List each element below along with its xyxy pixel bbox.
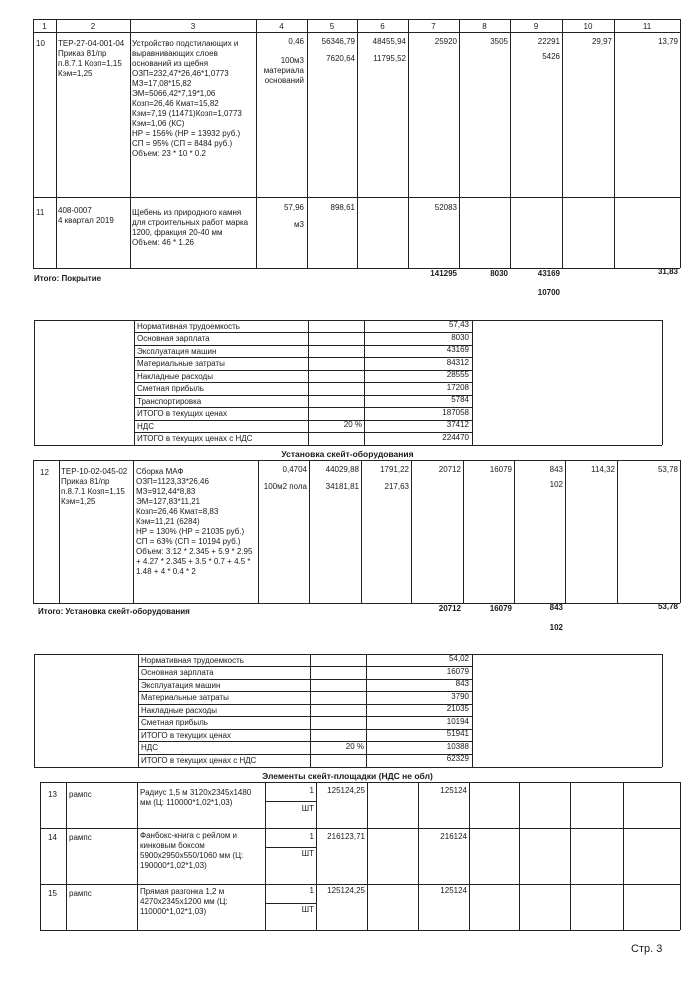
item-col10: 114,32 (591, 465, 615, 474)
item-col10: 29,97 (591, 37, 612, 46)
item-description: Сборка МАФ ОЗП=1123,33*26,46 МЗ=912,44*8,83 ЭМ=127,83*11,21 Козп=26,46 Кмат=8,83 Кэм=11,21 (6284) НР = 130% (НР = 21035 руб.) СП = 63% (СП = 10194 руб.) Объем: 3.12 * 2.345 + 5.9 * 2.95 + 4.27 * 2.345 + 3.5 * 0.7 + 4.5 * 1.48 + 4 * 0.4 * 2 (136, 467, 253, 576)
item-col8: 16079 (489, 465, 512, 474)
subtotal-col7: 20712 (438, 604, 461, 613)
item-unit-price: 898,61 (330, 203, 355, 212)
item-unit-price: 125124,25 (327, 786, 365, 795)
summary-value: 28555 (446, 370, 469, 379)
summary-value: 16079 (446, 667, 469, 676)
item-col9-2: 5426 (542, 52, 560, 61)
summary-value: 3790 (451, 692, 469, 701)
item-quantity: 57,96 (283, 203, 304, 212)
summary-value: 17208 (446, 383, 469, 392)
summary-value: 54,02 (448, 654, 469, 663)
summary-label: Нормативная трудоемкость (141, 656, 244, 665)
item-unit: ШТ (301, 849, 314, 858)
subtotal-label: Итого: Покрытие (34, 274, 102, 283)
summary-value: 84312 (446, 358, 469, 367)
col-header-10: 10 (583, 22, 593, 31)
item-col6-2: 11795,52 (373, 54, 406, 63)
item-quantity: 1 (309, 886, 314, 895)
item-col6: 48455,94 (372, 37, 406, 46)
item-col6-2: 217,63 (384, 482, 409, 491)
item-code: рампс (69, 889, 92, 898)
summary-label: ИТОГО в текущих ценах (141, 731, 231, 740)
item-unit: 100м3 материала оснований (263, 56, 304, 85)
item-number: 13 (48, 790, 57, 799)
item-code: рампс (69, 833, 92, 842)
col-header-3: 3 (190, 22, 196, 31)
col-header-6: 6 (380, 22, 385, 31)
summary-value: 57,43 (448, 320, 469, 329)
summary-label: ИТОГО в текущих ценах с НДС (137, 434, 253, 443)
item-quantity: 1 (309, 832, 314, 841)
col-header-11: 11 (642, 22, 652, 31)
item-unit-price: 125124,25 (327, 886, 365, 895)
item-unit-price-2: 7620,64 (326, 54, 355, 63)
item-total: 25920 (434, 37, 457, 46)
item-description: Щебень из природного камня для строительных работ марка 1200, фракция 20-40 мм Объем: 46 * 1.26 (132, 208, 249, 247)
summary-value: 62329 (446, 754, 469, 763)
item-col9: 843 (549, 465, 563, 474)
col-header-7: 7 (431, 22, 436, 31)
item-col6: 1791,22 (380, 465, 409, 474)
subtotal-col9-2: 102 (549, 623, 563, 632)
item-total: 20712 (438, 465, 461, 474)
item-total: 216124 (440, 832, 467, 841)
item-number: 11 (36, 208, 45, 217)
summary-label: Материальные затраты (137, 359, 225, 368)
summary-value: 51941 (446, 729, 469, 738)
subtotal-col9-2: 10700 (537, 288, 560, 297)
subtotal-col11: 53,78 (657, 602, 678, 611)
summary-value: 43169 (446, 345, 469, 354)
item-number: 14 (48, 833, 57, 842)
col-header-4: 4 (279, 22, 284, 31)
subtotal-label: Итого: Установка скейт-оборудования (38, 607, 190, 616)
summary-label: Материальные затраты (141, 693, 229, 702)
col-header-5: 5 (329, 22, 335, 31)
item-col11: 13,79 (657, 37, 678, 46)
item-unit-price: 56346,79 (321, 37, 355, 46)
summary-value: 843 (455, 679, 469, 688)
summary-value: 8030 (451, 333, 469, 342)
item-quantity: 1 (309, 786, 314, 795)
summary-label: Сметная прибыль (141, 718, 208, 727)
subtotal-col8: 16079 (489, 604, 512, 613)
summary-value: 224470 (442, 433, 469, 442)
vat-percent: 20 % (345, 742, 364, 751)
summary-label: НДС (137, 422, 154, 431)
item-description: Радиус 1,5 м 3120x2345x1480 мм (Ц: 110000*1,02*1,03) (140, 788, 252, 807)
item-col9: 22291 (537, 37, 560, 46)
item-total: 125124 (440, 786, 467, 795)
summary-value: 37412 (446, 420, 469, 429)
item-description: Прямая разгонка 1,2 м 4270x2345x1200 мм (Ц: 110000*1,02*1,03) (140, 887, 228, 916)
item-number: 10 (36, 39, 45, 48)
summary-label: Основная зарплата (141, 668, 214, 677)
section-title: Элементы скейт-площадки (НДС не обл) (262, 771, 433, 781)
item-description: Фанбокс-книга с рейлом и кинковым боксом 5900x2950x550/1060 мм (Ц: 190000*1,02*1,03) (140, 831, 244, 870)
summary-value: 5784 (451, 395, 469, 404)
item-code: 408-0007 4 квартал 2019 (58, 206, 114, 225)
subtotal-col9: 843 (549, 603, 563, 612)
item-total: 125124 (440, 886, 467, 895)
item-quantity: 0,4704 (282, 465, 307, 474)
col-header-1: 1 (42, 22, 47, 31)
item-unit: 100м2 пола (263, 482, 307, 491)
section-title: Установка скейт-оборудования (281, 449, 414, 459)
summary-value: 10388 (446, 742, 469, 751)
summary-label: ИТОГО в текущих ценах (137, 409, 227, 418)
page-number: Стр. 3 (631, 943, 663, 955)
item-total: 52083 (434, 203, 457, 212)
summary-value: 187058 (442, 408, 469, 417)
item-col9-2: 102 (549, 480, 563, 489)
summary-label: Основная зарплата (137, 334, 210, 343)
summary-label: НДС (141, 743, 158, 752)
vat-percent: 20 % (343, 420, 362, 429)
item-code: ТЕР-27-04-001-04 Приказ 81/пр п.8.7.1 Козп=1,15 Кэм=1,25 (58, 39, 125, 78)
col-header-9: 9 (533, 22, 539, 31)
summary-label: ИТОГО в текущих ценах с НДС (141, 756, 257, 765)
summary-label: Накладные расходы (137, 372, 213, 381)
item-number: 12 (40, 468, 49, 477)
subtotal-col7: 141295 (430, 269, 457, 278)
item-unit-price-2: 34181,81 (325, 482, 359, 491)
col-header-2: 2 (90, 22, 96, 31)
subtotal-col11: 31,83 (657, 267, 678, 276)
item-description: Устройство подстилающих и выравнивающих слоев оснований из щебня ОЗП=232,47*26,46*1,0773 МЗ=17,08*15,82 ЭМ=5066,42*7,19*1,06 Козп=26,46 Кмат=15,82 Кэм=7,19 (11471)Козп=1,0773 Кэм=1,06 (КС) НР = 156% (НР = 13932 руб.) СП = 95% (СП = 8484 руб.) Объем: 23 * 10 * 0.2 (132, 39, 242, 158)
item-number: 15 (48, 889, 57, 898)
summary-label: Накладные расходы (141, 706, 217, 715)
subtotal-col8: 8030 (490, 269, 508, 278)
summary-value: 10194 (446, 717, 469, 726)
summary-label: Нормативная трудоемкость (137, 322, 240, 331)
summary-label: Сметная прибыль (137, 384, 204, 393)
item-code: ТЕР-10-02-045-02 Приказ 81/пр п.8.7.1 Козп=1,15 Кэм=1,25 (61, 467, 128, 506)
item-unit: ШТ (301, 905, 314, 914)
item-unit-price: 216123,71 (327, 832, 365, 841)
item-col8: 3505 (490, 37, 508, 46)
item-unit: ШТ (301, 804, 314, 813)
item-code: рампс (69, 790, 92, 799)
subtotal-col9: 43169 (537, 269, 560, 278)
summary-value: 21035 (446, 704, 469, 713)
summary-label: Эксплуатация машин (137, 347, 217, 356)
item-col11: 53,78 (657, 465, 678, 474)
item-unit-price: 44029,88 (325, 465, 359, 474)
summary-label: Транспортировка (137, 397, 202, 406)
item-quantity: 0,46 (288, 37, 304, 46)
item-unit: м3 (294, 220, 304, 229)
col-header-8: 8 (482, 22, 487, 31)
summary-label: Эксплуатация машин (141, 681, 221, 690)
